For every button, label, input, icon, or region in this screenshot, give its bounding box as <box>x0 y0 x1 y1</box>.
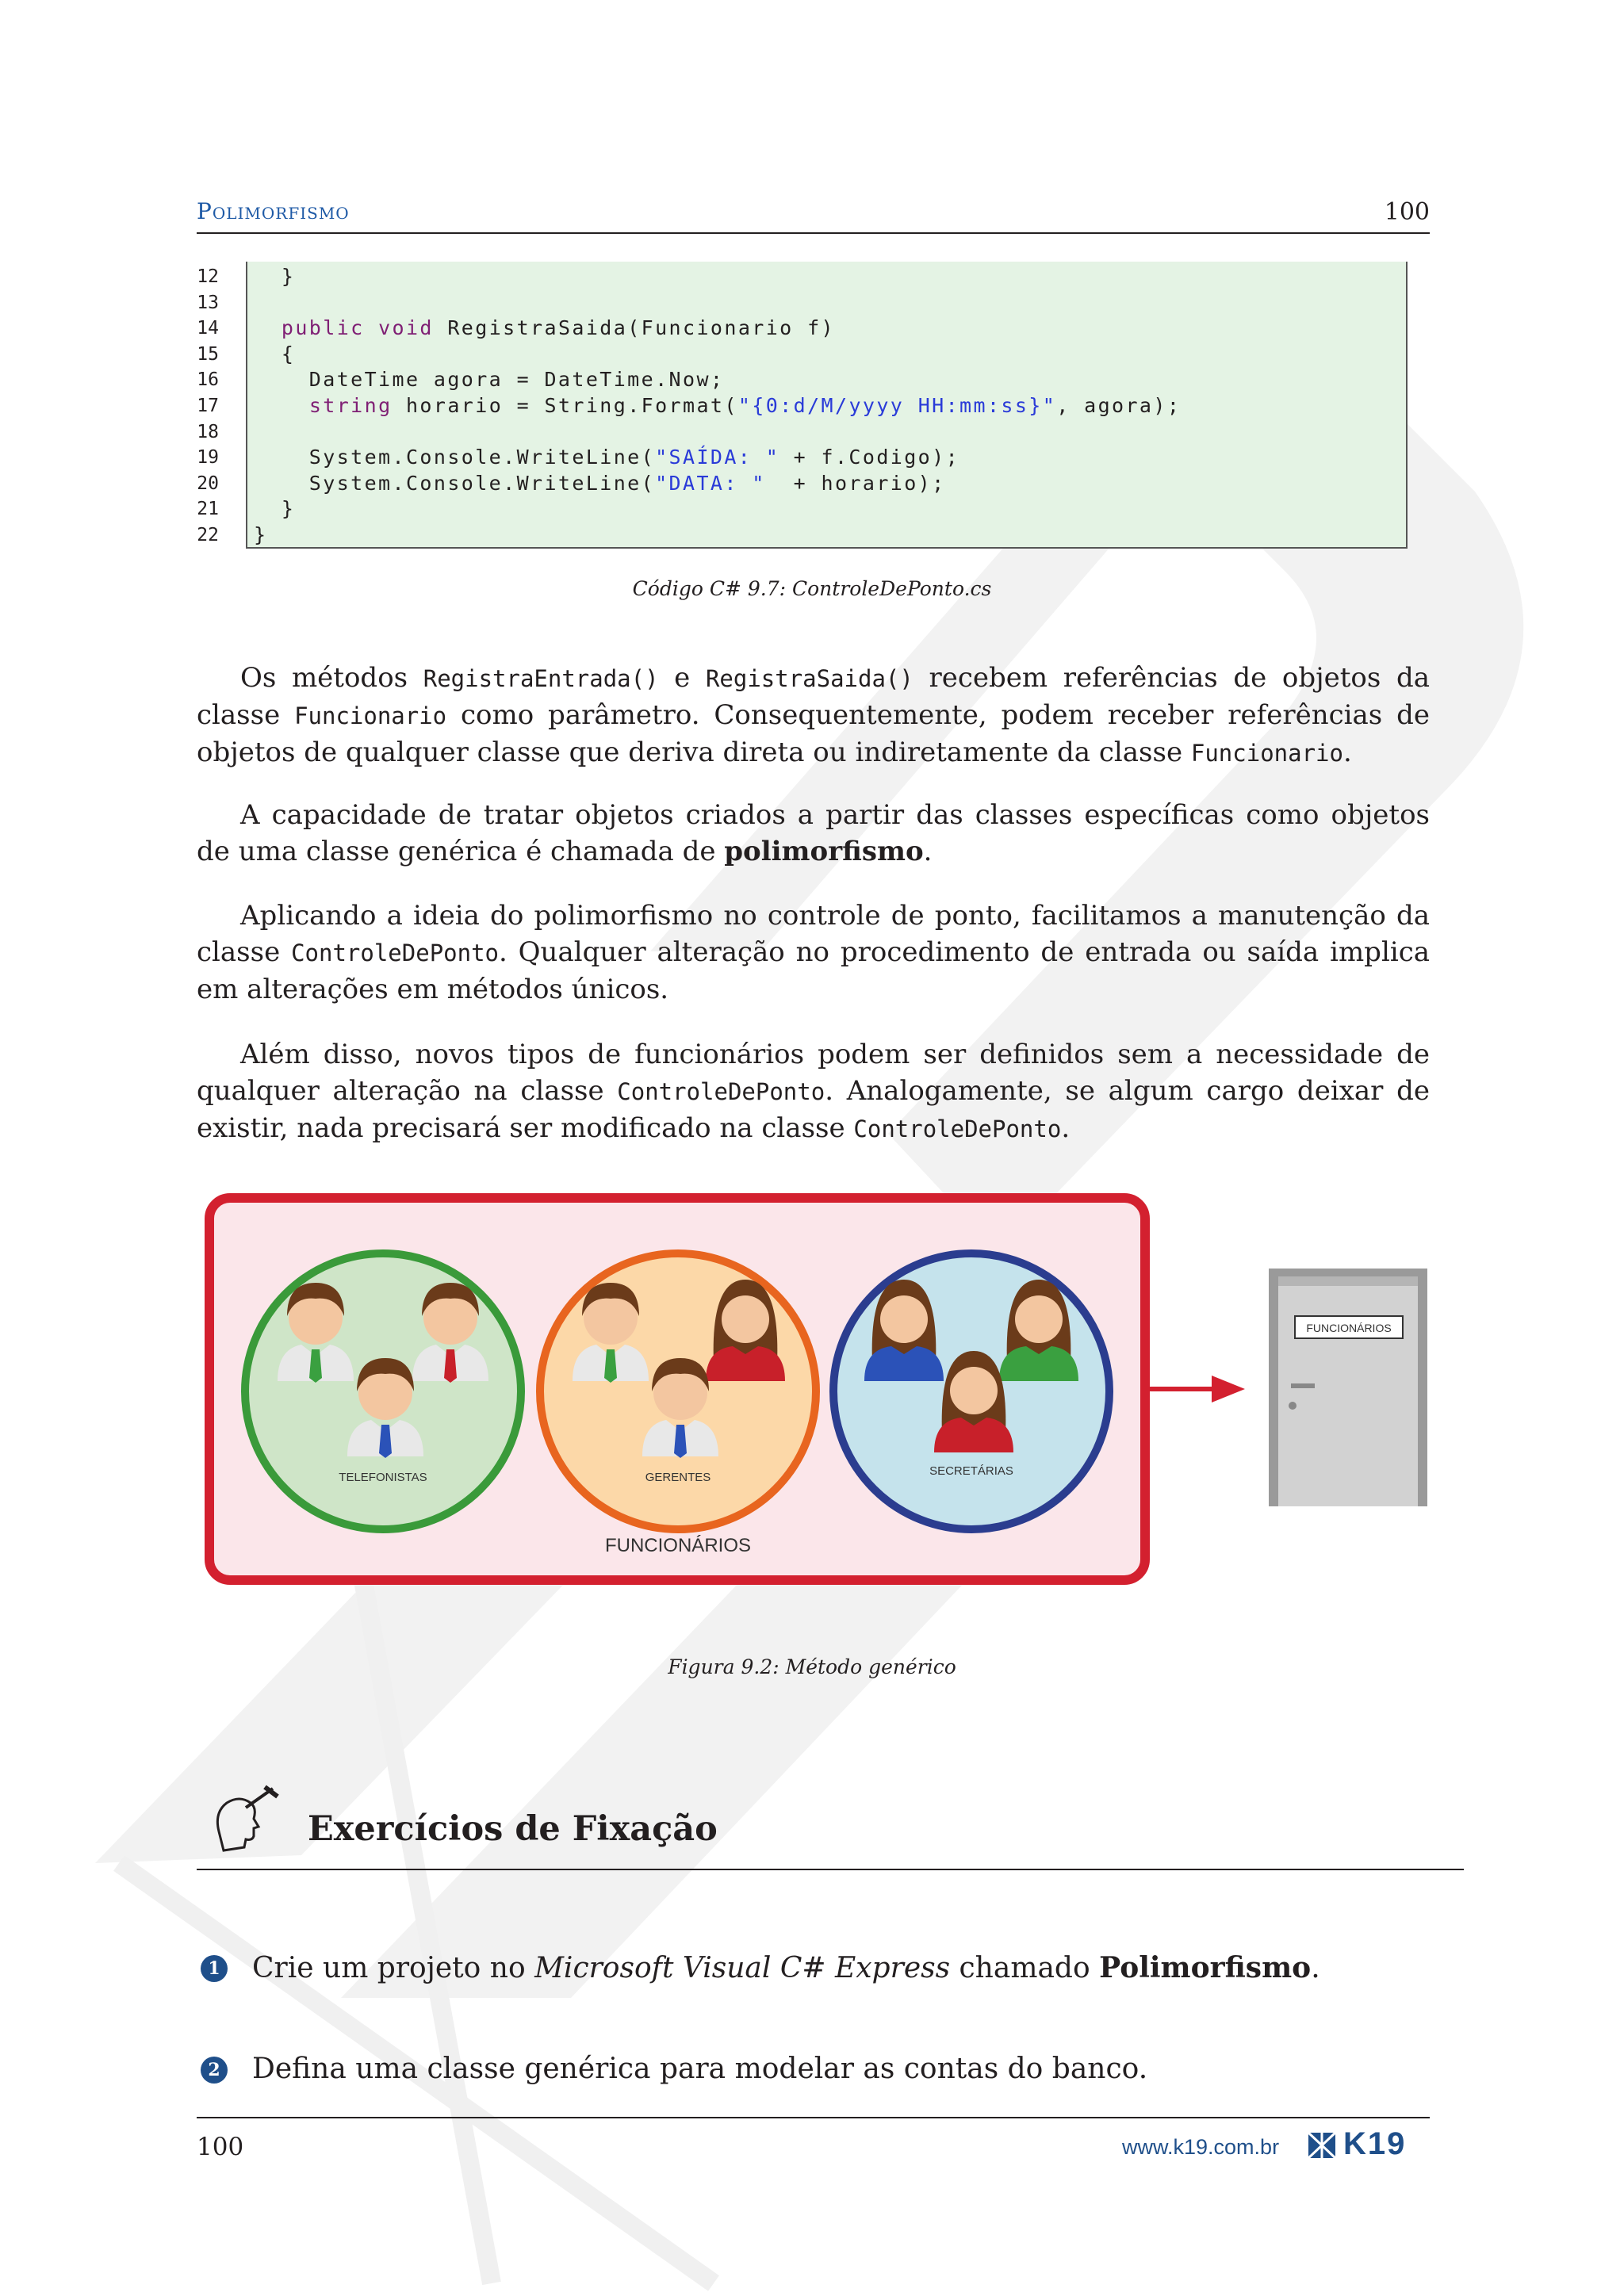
header-rule <box>197 232 1430 234</box>
page-number-footer: 100 <box>197 2133 244 2161</box>
exercise-number-badge: 2 <box>201 2057 228 2084</box>
exercise-number-badge: 1 <box>201 1955 228 1982</box>
label-funcionarios: FUNCIONÁRIOS <box>604 1535 752 1556</box>
paragraph-2: A capacidade de tratar objetos criados a partir das classes específicas como objetos de uma classe genérica é chamada de polimorfismo. <box>197 799 1430 867</box>
paragraph-3: Aplicando a ideia do polimorfismo no controle de ponto, facilitamos a manutenção da classe ControleDePonto. Qualquer alteração no procedimento de entrada ou saída implica em alterações em métodos únicos. <box>197 900 1431 1005</box>
figure-caption: Figura 9.2: Método genérico <box>668 1655 956 1678</box>
page-number-header: 100 <box>1384 198 1430 226</box>
exercise-item-2: Defina uma classe genérica para modelar as contas do banco. <box>252 2053 1148 2085</box>
paragraph-4: Além disso, novos tipos de funcionários podem ser definidos sem a necessidade de qualquer alteração na classe ControleDePonto. Analogamente, se algum cargo deixar de existir, nada precisará ser modificado na classe ControleDePonto. <box>197 1039 1430 1144</box>
thinking-head-icon <box>208 1784 279 1859</box>
footer-url[interactable]: www.k19.com.br <box>1122 2135 1280 2159</box>
code-caption: Código C# 9.7: ControleDePonto.cs <box>632 577 992 600</box>
footer-rule <box>197 2117 1430 2118</box>
label-telefonistas: TELEFONISTAS <box>339 1471 427 1484</box>
paragraph-1: Os métodos RegistraEntrada() e RegistraSaida() recebem referências de objetos da classe Funcionario como parâmetro. Consequentemente, podem receber referências de objetos de qualquer classe que deriva direta ou indiretamente da classe Funcionario. <box>197 662 1430 768</box>
label-gerentes: GERENTES <box>645 1471 711 1484</box>
code-text: } public void RegistraSaida(Funcionario f) { DateTime agora = DateTime.Now; string horario = String.Format("{0:d/M/yyyy HH:mm:ss}", agora); System.Console.WriteLine("SAÍDA: " + f.Codigo); System.Console.WriteLine("DATA: " + horario); } } <box>254 265 1182 546</box>
k19-logo-text: K19 <box>1343 2126 1407 2161</box>
k19-logo <box>1307 2126 1430 2161</box>
exercise-item-1: Crie um projeto no Microsoft Visual C# Express chamado Polimorfismo. <box>252 1951 1320 1984</box>
door-label: FUNCIONÁRIOS <box>1306 1322 1392 1334</box>
label-secretarias: SECRETÁRIAS <box>929 1464 1013 1478</box>
polymorphism-diagram <box>205 1193 1430 1590</box>
exercises-title: Exercícios de Fixação <box>308 1809 718 1849</box>
code-line-numbers: 12 13 14 15 16 17 18 19 20 21 22 <box>197 266 219 545</box>
k19-logo-icon <box>1307 2130 1339 2161</box>
exercises-rule <box>197 1869 1464 1870</box>
section-title: Polimorfismo <box>197 198 350 224</box>
